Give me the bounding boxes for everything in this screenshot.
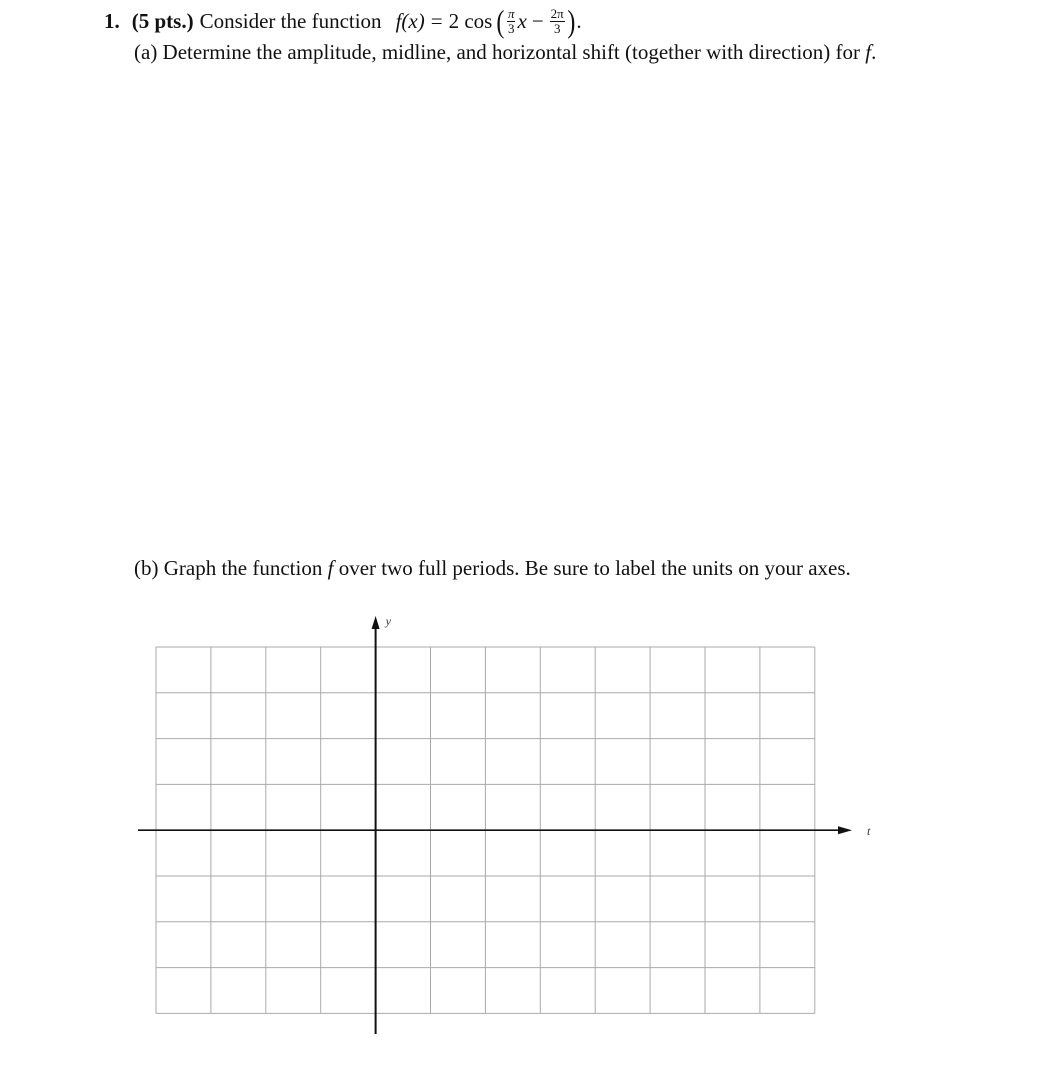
cos-coefficient: 2 cos (448, 8, 493, 33)
equals-sign: = (430, 8, 443, 33)
period-mark: . (576, 8, 582, 33)
part-a-end: . (871, 40, 877, 64)
fraction-denominator: 3 (553, 20, 561, 36)
y-axis-label: y (385, 614, 391, 628)
function-formula (395, 3, 582, 39)
part-a-function-var: f (865, 40, 872, 64)
part-b-prefix: (b) Graph the function (134, 556, 323, 580)
part-b-suffix: over two full periods. Be sure to label the units on your axes. (338, 556, 851, 580)
fraction-denominator: 3 (507, 20, 515, 36)
part-b-function-var: f (327, 556, 334, 580)
function-lhs: f(x) (395, 8, 425, 33)
fraction-numerator: π (507, 5, 515, 21)
intro-text: Consider the function (199, 8, 382, 33)
part-a-text: (a) Determine the amplitude, midline, and horizontal shift (together with direction) for (134, 40, 861, 64)
y-axis-arrow-icon (372, 616, 380, 629)
points-label: (5 pts.) (131, 8, 194, 33)
graph-area (130, 612, 890, 1047)
fraction-pi-over-3 (507, 5, 516, 36)
fraction-2pi-over-3 (550, 5, 565, 36)
right-paren: ) (567, 3, 576, 39)
minus-sign: − (531, 8, 544, 33)
problem-statement (104, 4, 582, 38)
variable-x: x (517, 8, 527, 33)
part-a-question (134, 40, 876, 65)
question-number: 1. (104, 8, 120, 33)
t-axis-label: t (867, 824, 871, 839)
fraction-numerator: 2π (550, 5, 564, 21)
left-paren: ( (496, 3, 505, 39)
coordinate-grid[interactable] (130, 612, 890, 1042)
t-axis-arrow-icon (838, 826, 852, 834)
part-b-question (134, 556, 851, 581)
